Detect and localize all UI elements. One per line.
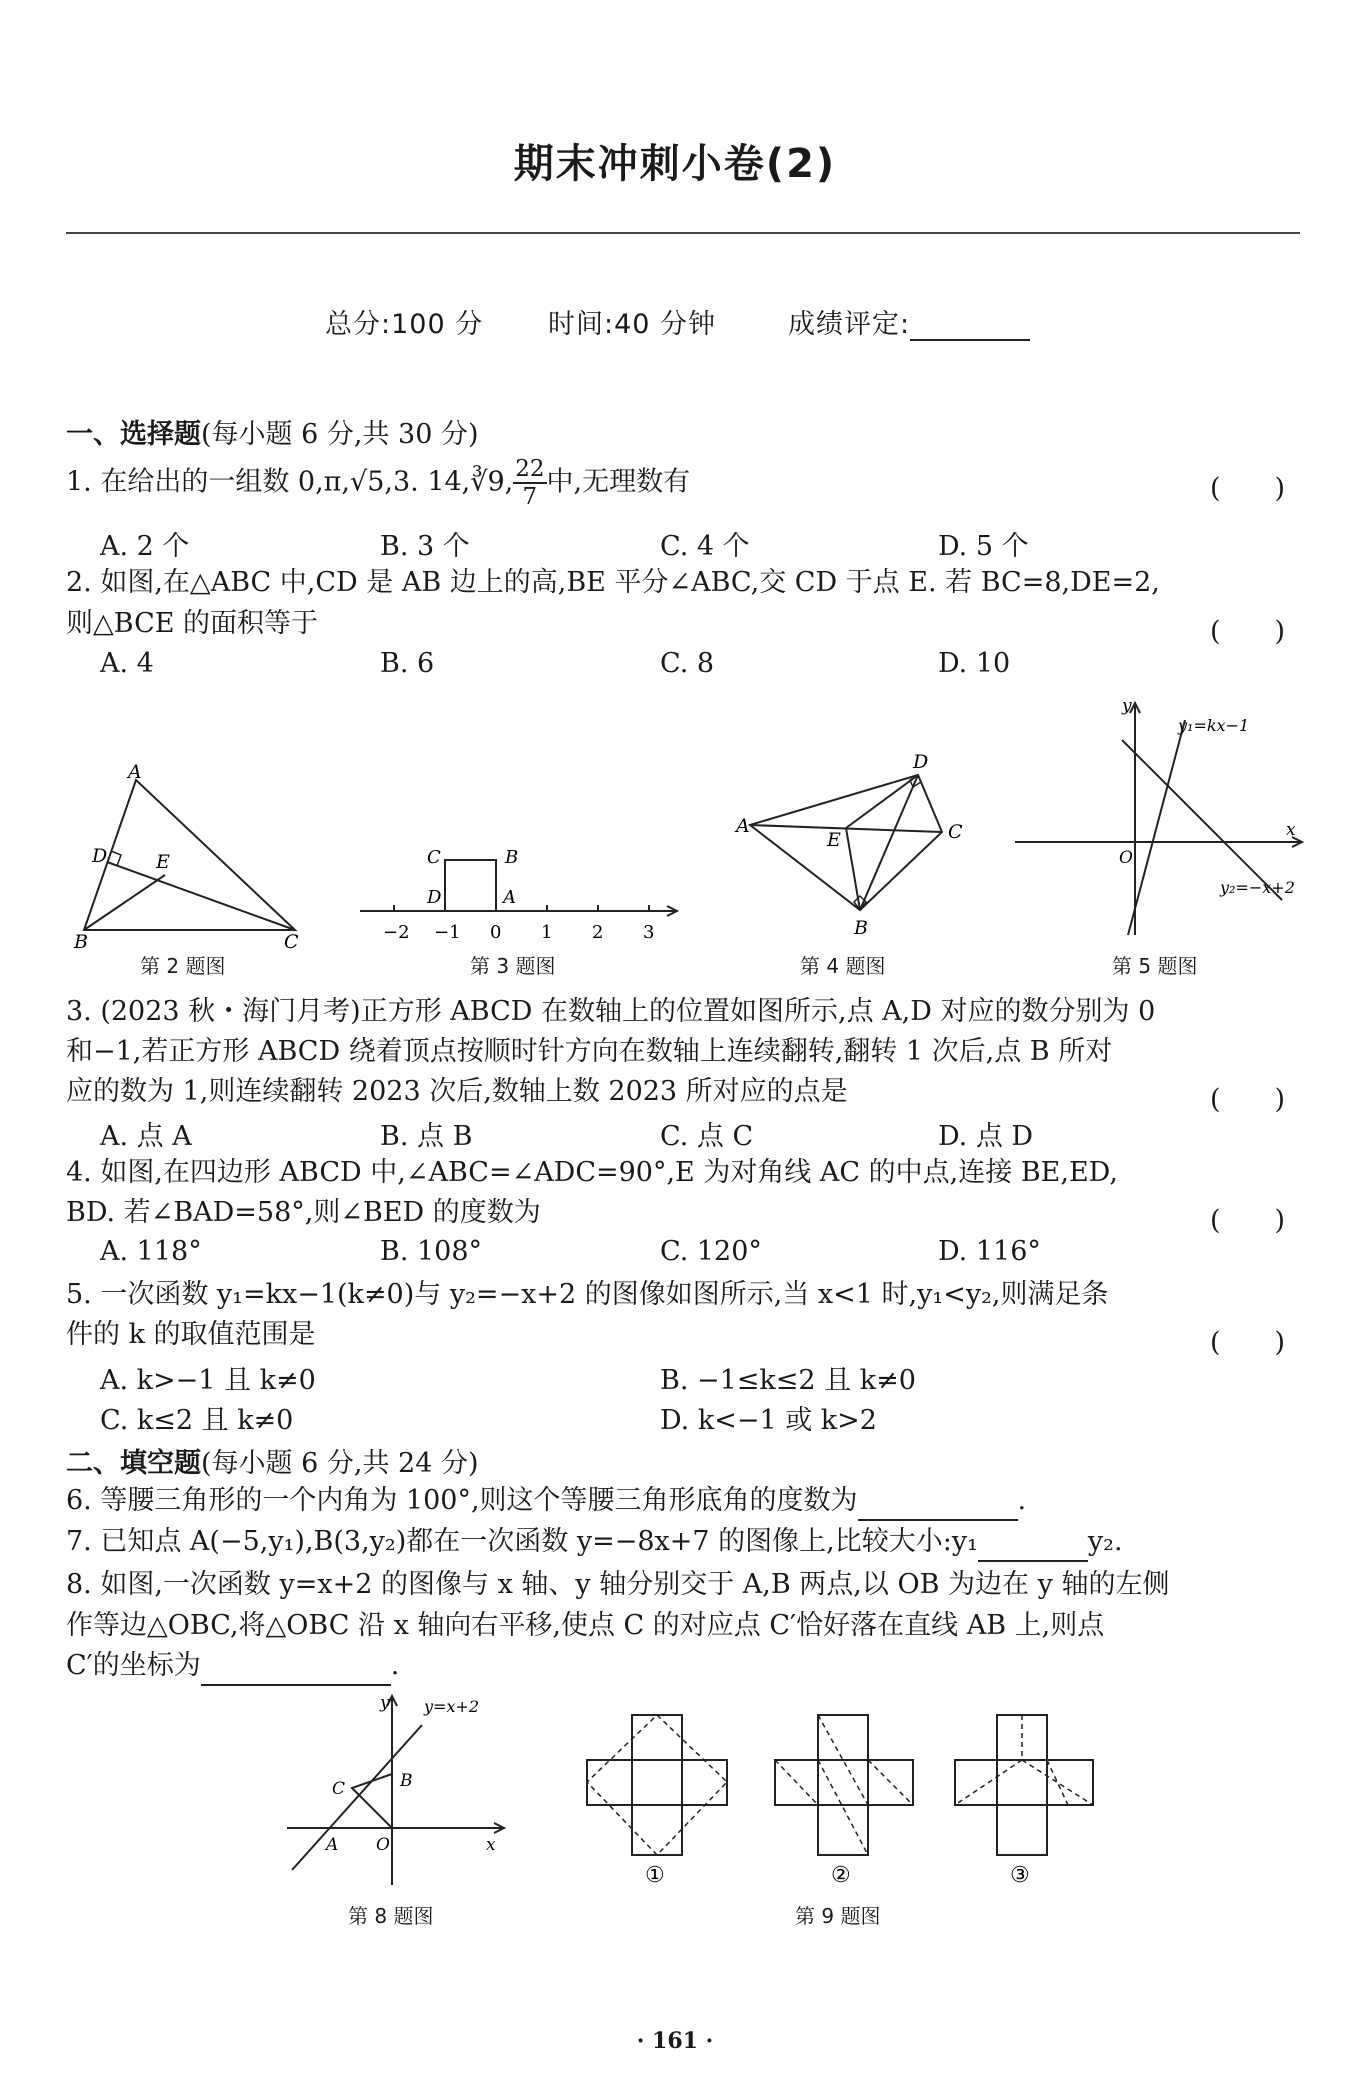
q8-line3-text: C′的坐标为	[66, 1650, 201, 1681]
fig4-caption: 第 4 题图	[800, 954, 886, 978]
fig3-tick-m2: −2	[383, 922, 410, 943]
q1-post: 中,无理数有	[546, 466, 691, 498]
q1-option-c[interactable]: C. 4 个	[660, 531, 750, 562]
q7-text: 7. 已知点 A(−5,y₁),B(3,y₂)都在一次函数 y=−8x+7 的图像上,比较大小:y₁	[66, 1526, 978, 1557]
fig4-label-e: E	[827, 829, 841, 851]
question-4-line2: BD. 若∠BAD=58°,则∠BED 的度数为	[66, 1197, 541, 1228]
fig3-caption: 第 3 题图	[470, 954, 556, 978]
fig8-line-label: y=x+2	[424, 1697, 480, 1716]
fig2-label-a: A	[128, 761, 142, 783]
q3-option-c[interactable]: C. 点 C	[660, 1121, 754, 1152]
section-choice-note: (每小题 6 分,共 30 分)	[201, 419, 479, 450]
q1-frac-den: 7	[522, 484, 538, 510]
q5-option-b[interactable]: B. −1≤k≤2 且 k≠0	[660, 1365, 916, 1396]
q5-answer-paren[interactable]: ( )	[1210, 1327, 1286, 1358]
fig4-label-a: A	[736, 815, 750, 837]
q5-option-a[interactable]: A. k>−1 且 k≠0	[100, 1365, 316, 1396]
fig3-tick-1: 1	[541, 922, 553, 943]
figure-9-net-1	[582, 1710, 732, 1890]
figure-4	[730, 750, 970, 940]
q7-answer-blank[interactable]	[978, 1534, 1088, 1562]
fig8-label-x: x	[486, 1835, 496, 1855]
fig3-tick-3: 3	[643, 922, 655, 943]
question-5-line2: 件的 k 的取值范围是	[66, 1319, 316, 1350]
fig8-caption: 第 8 题图	[348, 1904, 434, 1928]
q4-option-b[interactable]: B. 108°	[380, 1236, 483, 1267]
fig3-label-c: C	[427, 847, 441, 868]
question-3-line1: 3. (2023 秋・海门月考)正方形 ABCD 在数轴上的位置如图所示,点 A,D 对应的数分别为 0	[66, 996, 1156, 1027]
total-score: 总分:100 分	[325, 309, 484, 340]
fig5-label-y: y	[1122, 696, 1132, 716]
fig2-label-d: D	[92, 845, 108, 867]
section-fill-note: (每小题 6 分,共 24 分)	[201, 1448, 479, 1479]
fig3-label-d: D	[427, 887, 442, 908]
q3-answer-paren[interactable]: ( )	[1210, 1084, 1286, 1115]
fig5-caption: 第 5 题图	[1112, 954, 1198, 978]
fig4-label-c: C	[948, 821, 963, 843]
fig9-label-2: ②	[831, 1863, 851, 1888]
grade-field	[788, 302, 1030, 341]
fig5-line2-label: y₂=−x+2	[1220, 878, 1295, 897]
q2-answer-paren[interactable]: ( )	[1210, 616, 1286, 647]
fig4-label-b: B	[854, 917, 868, 939]
q2-option-d[interactable]: D. 10	[938, 648, 1011, 679]
q5-option-d[interactable]: D. k<−1 或 k>2	[660, 1405, 877, 1436]
fig5-label-x: x	[1286, 820, 1296, 840]
grade-blank[interactable]	[910, 313, 1030, 341]
question-8-line2: 作等边△OBC,将△OBC 沿 x 轴向右平移,使点 C 的对应点 C′恰好落在直线 AB 上,则点	[66, 1610, 1105, 1641]
fig8-label-b: B	[400, 1771, 413, 1791]
q8-end: .	[390, 1650, 400, 1681]
page-title: 期末冲刺小卷(2)	[513, 141, 837, 187]
q6-answer-blank[interactable]	[858, 1493, 1018, 1521]
fig9-label-1: ①	[645, 1863, 665, 1888]
fig3-tick-m1: −1	[434, 922, 461, 943]
figure-8	[282, 1690, 522, 1890]
q7-end: y₂.	[1087, 1526, 1123, 1557]
q4-answer-paren[interactable]: ( )	[1210, 1205, 1286, 1236]
q3-option-d[interactable]: D. 点 D	[938, 1121, 1034, 1152]
q1-pre: 1. 在给出的一组数 0,π,√5,3. 14,∛9,	[66, 466, 514, 498]
q1-frac-num: 22	[515, 456, 545, 482]
fig9-label-3: ③	[1010, 1863, 1030, 1888]
grade-label: 成绩评定:	[788, 309, 911, 340]
q1-fraction	[513, 456, 546, 510]
q3-option-a[interactable]: A. 点 A	[100, 1121, 192, 1152]
q4-option-c[interactable]: C. 120°	[660, 1236, 762, 1267]
figure-9-net-2	[770, 1710, 920, 1890]
question-7	[66, 1522, 1123, 1562]
page-number: · 161 ·	[636, 2028, 714, 2054]
question-6	[66, 1481, 1026, 1521]
question-4-line1: 4. 如图,在四边形 ABCD 中,∠ABC=∠ADC=90°,E 为对角线 AC 的中点,连接 BE,ED,	[66, 1157, 1118, 1188]
fig2-label-c: C	[284, 931, 299, 950]
fig8-label-y: y	[380, 1693, 390, 1713]
fig3-tick-0: 0	[490, 922, 502, 943]
fig8-label-c: C	[332, 1779, 346, 1799]
figure-9-net-3	[950, 1710, 1100, 1890]
fig2-caption: 第 2 题图	[140, 954, 226, 978]
question-3-line2: 和−1,若正方形 ABCD 绕着顶点按顺时针方向在数轴上连续翻转,翻转 1 次后,点 B 所对	[66, 1036, 1113, 1067]
fig3-label-b: B	[505, 847, 519, 868]
q1-option-b[interactable]: B. 3 个	[380, 531, 470, 562]
question-3-line3: 应的数为 1,则连续翻转 2023 次后,数轴上数 2023 所对应的点是	[66, 1076, 848, 1107]
fig2-label-e: E	[156, 851, 170, 873]
q1-option-d[interactable]: D. 5 个	[938, 531, 1029, 562]
fig3-tick-2: 2	[592, 922, 604, 943]
fig3-label-a: A	[503, 887, 516, 908]
q6-end: .	[1017, 1485, 1027, 1516]
q2-option-a[interactable]: A. 4	[100, 648, 154, 679]
section-choice	[66, 412, 479, 451]
fig5-label-o: O	[1119, 848, 1133, 868]
q8-answer-blank[interactable]	[201, 1658, 391, 1686]
q6-text: 6. 等腰三角形的一个内角为 100°,则这个等腰三角形底角的度数为	[66, 1485, 858, 1516]
section-fill	[66, 1441, 479, 1480]
section-choice-title: 一、选择题	[66, 419, 201, 450]
q2-option-c[interactable]: C. 8	[660, 648, 715, 679]
q1-answer-paren[interactable]: ( )	[1210, 473, 1286, 504]
q3-option-b[interactable]: B. 点 B	[380, 1121, 473, 1152]
fig4-label-d: D	[913, 751, 929, 773]
fig8-label-o: O	[376, 1835, 390, 1855]
fig5-line1-label: y₁=kx−1	[1178, 716, 1250, 735]
question-2-line1: 2. 如图,在△ABC 中,CD 是 AB 边上的高,BE 平分∠ABC,交 CD 于点 E. 若 BC=8,DE=2,	[66, 567, 1160, 598]
question-1	[66, 456, 690, 510]
question-5-line1: 5. 一次函数 y₁=kx−1(k≠0)与 y₂=−x+2 的图像如图所示,当 x<1 时,y₁<y₂,则满足条	[66, 1279, 1109, 1310]
title-divider	[66, 232, 1300, 234]
question-8-line3	[66, 1646, 399, 1686]
q1-option-a[interactable]: A. 2 个	[100, 531, 190, 562]
fig2-label-b: B	[74, 931, 88, 950]
question-8-line1: 8. 如图,一次函数 y=x+2 的图像与 x 轴、y 轴分别交于 A,B 两点,以 OB 为边在 y 轴的左侧	[66, 1569, 1170, 1600]
q5-option-c[interactable]: C. k≤2 且 k≠0	[100, 1405, 294, 1436]
fig9-caption: 第 9 题图	[795, 1904, 881, 1928]
fig8-label-a: A	[326, 1835, 339, 1855]
section-fill-title: 二、填空题	[66, 1448, 201, 1479]
q2-option-b[interactable]: B. 6	[380, 648, 435, 679]
figure-3	[355, 845, 685, 945]
question-2-line2: 则△BCE 的面积等于	[66, 608, 319, 639]
q4-option-a[interactable]: A. 118°	[100, 1236, 202, 1267]
figure-5	[1010, 695, 1310, 940]
figure-2	[70, 760, 320, 950]
q4-option-d[interactable]: D. 116°	[938, 1236, 1041, 1267]
exam-time: 时间:40 分钟	[548, 309, 717, 340]
